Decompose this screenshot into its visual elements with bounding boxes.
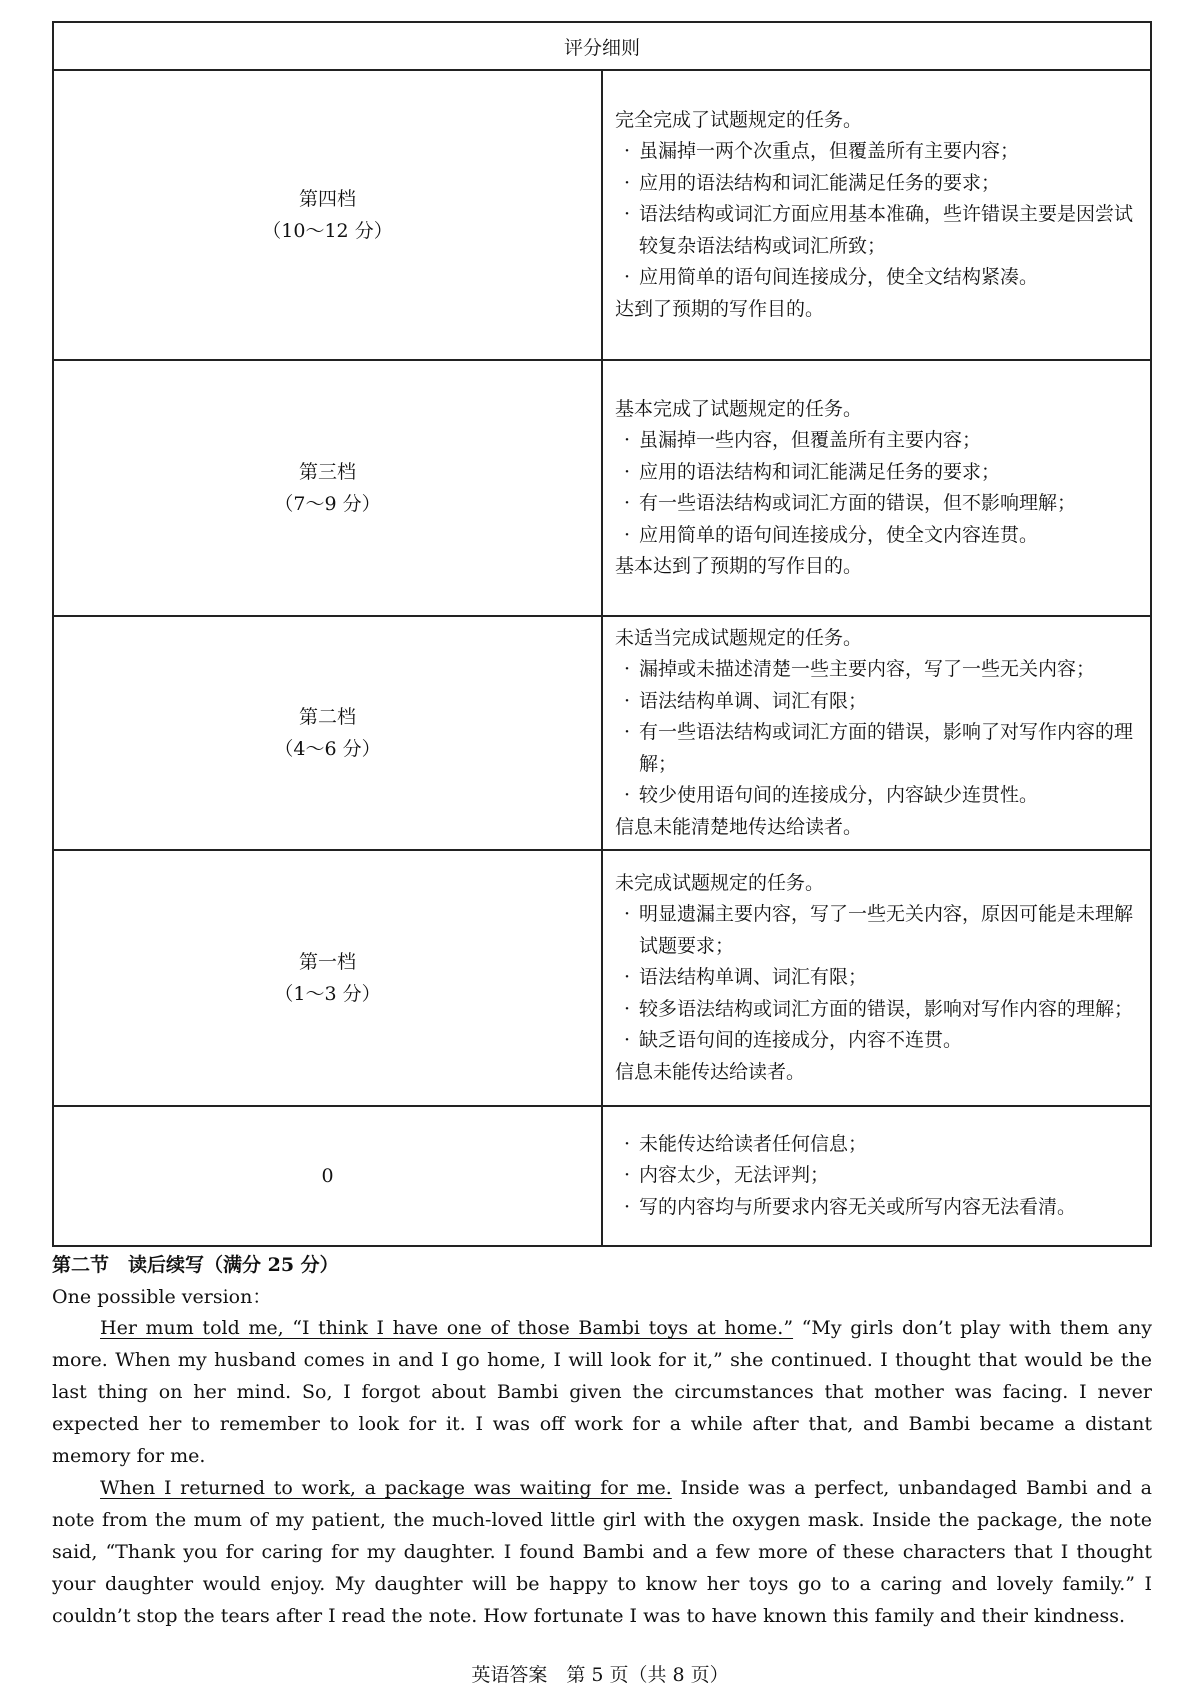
- level-name: 第一档: [298, 951, 356, 973]
- criteria-summary: 未完成试题规定的任务。: [615, 871, 825, 894]
- criteria-text: 虽漏掉一些内容，但覆盖所有主要内容；: [639, 429, 982, 451]
- criteria-cell: [602, 616, 1151, 850]
- level-score: （1～3 分）: [274, 983, 381, 1005]
- criteria-text: 内容太少，无法评判；: [639, 1164, 830, 1187]
- criteria-bullet: [615, 654, 1140, 686]
- bullet-dot: ·: [623, 784, 631, 807]
- level-name: 0: [321, 1165, 334, 1187]
- criteria-summary: 信息未能清楚地传达给读者。: [615, 815, 863, 838]
- criteria-text: 应用的语法结构和词汇能满足任务的要求；: [639, 171, 1001, 194]
- bullet-dot: ·: [623, 903, 631, 926]
- table-row: [53, 616, 1151, 850]
- page-footer: 英语答案 第 5 页（共 8 页）: [471, 1664, 729, 1686]
- table-row: [53, 360, 1151, 616]
- bullet-dot: ·: [623, 523, 631, 546]
- criteria-bullet: [615, 686, 1140, 718]
- criteria-text: 应用简单的语句间连接成分，使全文结构紧凑。: [639, 266, 1039, 289]
- criteria-text: 应用简单的语句间连接成分，使全文内容连贯。: [639, 523, 1039, 546]
- essay-paragraph-2: [52, 1472, 1152, 1632]
- table-row: [53, 70, 1151, 360]
- criteria-text: 漏掉或未描述清楚一些主要内容，写了一些无关内容；: [639, 658, 1096, 681]
- criteria-text: 有一些语法结构或词汇方面的错误，影响了对写作内容的理解；: [639, 721, 1134, 775]
- criteria-text: 较少使用语句间的连接成分，内容缺少连贯性。: [639, 784, 1039, 807]
- level-name: 第二档: [298, 706, 356, 728]
- bullet-dot: ·: [623, 658, 631, 681]
- table-row: [53, 1106, 1151, 1246]
- criteria-summary: 达到了预期的写作目的。: [615, 297, 825, 320]
- criteria-bullet: [615, 136, 1140, 168]
- criteria-text: 较多语法结构或词汇方面的错误，影响对写作内容的理解；: [639, 997, 1134, 1020]
- bullet-dot: ·: [623, 689, 631, 712]
- level-score: （10～12 分）: [262, 220, 393, 242]
- bullet-dot: ·: [623, 171, 631, 194]
- criteria-text: 语法结构单调、词汇有限；: [639, 689, 868, 712]
- level-cell: [53, 850, 602, 1106]
- criteria-bullet: [615, 425, 1140, 457]
- table-header: 评分细则: [53, 22, 1151, 70]
- level-cell: [53, 616, 602, 850]
- criteria-summary: 基本完成了试题规定的任务。: [615, 397, 863, 420]
- bullet-dot: ·: [623, 1029, 631, 1052]
- level-cell: [53, 70, 602, 360]
- criteria-bullet: [615, 1129, 1140, 1161]
- bullet-dot: ·: [623, 203, 631, 226]
- criteria-bullet: [615, 457, 1140, 489]
- criteria-bullet: [615, 780, 1140, 812]
- criteria-cell: [602, 360, 1151, 616]
- criteria-bullet: [615, 520, 1140, 552]
- criteria-summary: 未适当完成试题规定的任务。: [615, 626, 863, 649]
- underlined-opening-sentence: When I returned to work, a package was waiting for me.: [100, 1477, 672, 1499]
- bullet-dot: ·: [623, 1164, 631, 1187]
- level-score: （7～9 分）: [274, 493, 381, 515]
- criteria-bullet: [615, 1025, 1140, 1057]
- essay: [52, 1312, 1152, 1632]
- level-name: 第三档: [298, 461, 356, 483]
- criteria-bullet: [615, 199, 1140, 262]
- essay-paragraph-1: [52, 1312, 1152, 1472]
- criteria-text: 有一些语法结构或词汇方面的错误，但不影响理解；: [639, 492, 1077, 514]
- bullet-dot: ·: [623, 140, 631, 163]
- section-title: 第二节 读后续写（满分 25 分）: [52, 1254, 339, 1276]
- criteria-bullet: [615, 899, 1140, 962]
- criteria-bullet: [615, 962, 1140, 994]
- criteria-cell: [602, 1106, 1151, 1246]
- level-cell: [53, 360, 602, 616]
- bullet-dot: ·: [623, 966, 631, 989]
- version-label: One possible version：: [52, 1286, 272, 1308]
- paragraph-text: “My girls don’t play with them any more. When my husband comes in and I go home, I will look for it,” she continued. I thought that would be the last thing on her mind. So, I forgot about Bambi given the circumstances that mother was facing. I never expected her to remember to look for it. I was off work for a while after that, and Bambi became a distant memory for me.: [52, 1317, 1152, 1467]
- criteria-bullet: [615, 1160, 1140, 1192]
- criteria-text: 明显遗漏主要内容，写了一些无关内容，原因可能是未理解试题要求；: [639, 903, 1134, 957]
- level-name: 第四档: [298, 188, 356, 210]
- bullet-dot: ·: [623, 460, 631, 483]
- bullet-dot: ·: [623, 266, 631, 289]
- bullet-dot: ·: [623, 429, 631, 451]
- criteria-bullet: [615, 262, 1140, 294]
- criteria-bullet: [615, 717, 1140, 780]
- criteria-cell: [602, 850, 1151, 1106]
- criteria-summary: 完全完成了试题规定的任务。: [615, 108, 863, 131]
- criteria-bullet: [615, 168, 1140, 200]
- criteria-text: 未能传达给读者任何信息；: [639, 1132, 868, 1155]
- criteria-bullet: [615, 994, 1140, 1026]
- criteria-text: 虽漏掉一两个次重点，但覆盖所有主要内容；: [639, 140, 1020, 163]
- bullet-dot: ·: [623, 1132, 631, 1155]
- criteria-summary: 信息未能传达给读者。: [615, 1060, 806, 1083]
- bullet-dot: ·: [623, 997, 631, 1020]
- underlined-opening-sentence: Her mum told me, “I think I have one of those Bambi toys at home.”: [100, 1317, 794, 1339]
- level-cell: [53, 1106, 602, 1246]
- criteria-text: 语法结构单调、词汇有限；: [639, 966, 868, 989]
- table-row: [53, 850, 1151, 1106]
- bullet-dot: ·: [623, 1195, 631, 1218]
- criteria-text: 语法结构或词汇方面应用基本准确，些许错误主要是因尝试较复杂语法结构或词汇所致；: [639, 203, 1134, 257]
- paragraph-text: Inside was a perfect, unbandaged Bambi and a note from the mum of my patient, the much-loved little girl with the oxygen mask. Inside the package, the note said, “Thank you for caring for my daughter. I found Bambi and a few more of these characters that I thought your daughter would enjoy. My daughter will be happy to know her toys go to a caring and lovely family.” I couldn’t stop the tears after I read the note. How fortunate I was to have known this family and their kindness.: [52, 1477, 1152, 1627]
- criteria-cell: [602, 70, 1151, 360]
- level-score: （4～6 分）: [274, 738, 381, 760]
- criteria-summary: 基本达到了预期的写作目的。: [615, 555, 863, 577]
- criteria-bullet: [615, 1192, 1140, 1224]
- bullet-dot: ·: [623, 721, 631, 744]
- criteria-text: 写的内容均与所要求内容无关或所写内容无法看清。: [639, 1195, 1077, 1218]
- criteria-text: 缺乏语句间的连接成分，内容不连贯。: [639, 1029, 963, 1052]
- criteria-bullet: [615, 488, 1140, 520]
- bullet-dot: ·: [623, 492, 631, 514]
- scoring-rubric-table: [52, 21, 1152, 1247]
- criteria-text: 应用的语法结构和词汇能满足任务的要求；: [639, 460, 1001, 483]
